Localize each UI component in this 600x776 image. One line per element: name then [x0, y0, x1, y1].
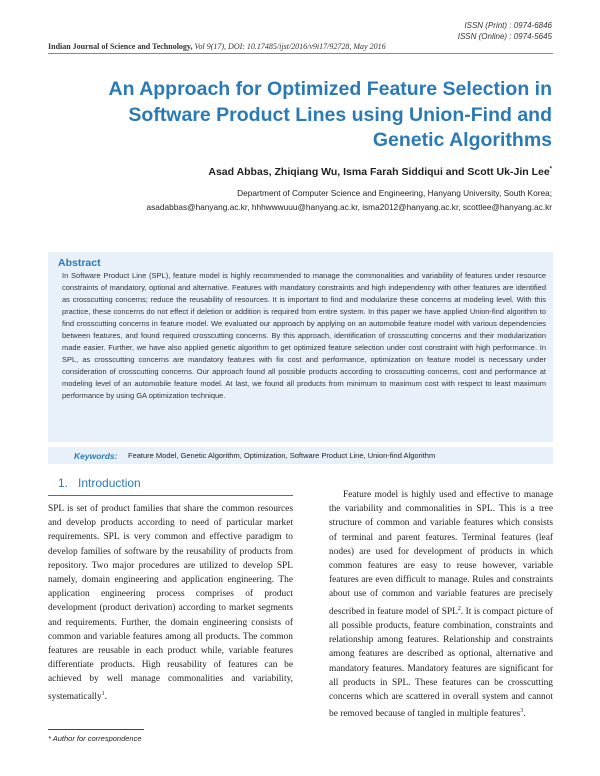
keywords-text: Feature Model, Genetic Algorithm, Optimization, Software Product Line, Union-find Algorithm — [128, 451, 436, 460]
abstract-text: In Software Product Line (SPL), feature model is highly recommended to manage the commonalities and variability of features under resource constraints of mandatory, optional and alternative. Features with mandatory constraints and high independency with other features are identified as crosscutting concerns; reduce the reusability of resources. It is important to find and modularize these concerns at modeling level. With this practice, these concerns do not effect if deletion or addition is required from entire system. In this paper we have applied Union-find algorithm to find crosscutting concerns in feature model. We evaluated our approach by applying on an automobile feature model with various dependencies between features, and found required crosscutting concerns. By this approach, identification of crosscutting concerns and their modularization made easier. Further, we have also applied genetic algorithm to get optimized feature selection under cost constraint with high performance. In SPL, as crosscutting concerns are mandatory features with fix cost and performance, optimization on feature model is necessary under consideration of crosscutting concerns. Our approach found all possible products according to crosscutting concerns, cost and performance at modeling level of an automobile feature model. At last, we found all products from minimum to maximum cost with respect to least maximum performance by using GA optimization technique. — [62, 271, 546, 400]
section-heading — [58, 476, 151, 490]
citation-ref: 3 — [520, 708, 524, 715]
issn-online: ISSN (Online) : 0974-5645 — [457, 32, 552, 41]
intro-paragraph-2: Feature model is highly used and effective to manage the variability and commonalities in SPL. This is a tree structure of common and variable features which consists of terminal and parent features. Terminal features (leaf nodes) are used for development of products in which common features are easy to reuse however, variable features are even difficult to manage. Rules and constraints about use of common and variable features are precisely described in feature model of SPL$^2$. It is compact picture of all possible products, feature combination, constraints and relationship among features. Relationship and constraints among features are described as optional, alternative and mandatory features. Mandatory features are significant for all products in SPL. These features can be crosscutting concerns which are scattered in overall system and cannot be removed because of tangled in multiple features$^3$. — [329, 490, 553, 720]
keywords-label: Keywords: — [74, 451, 118, 461]
abstract-heading: Abstract — [58, 257, 101, 269]
journal-citation — [48, 42, 553, 51]
paper-title: An Approach for Optimized Feature Selection in Software Product Lines using Union-Find and Genetic Algorithms — [108, 78, 552, 151]
body-column-right — [329, 488, 553, 722]
affiliation — [47, 186, 552, 214]
footnote: * Author for correspondence — [48, 734, 142, 743]
intro-paragraph-1: SPL is set of product families that share the common resources and develop products according to need of particular market requirements. SPL is very common and effective paradigm to develop families of software by the reusability of products from repository. Two major procedures are utilized to develop SPL namely, domain engineering and application engineering. The application engineering process comprises of product development (product derivation) according to market segments and requirements. Further, the domain engineering consists of common and variable features among all products. The common features are reusable in each product while, variable features differentiate products. High reusability of features can be achieved by well manage commonalities and variability, systematically$^1$. — [48, 504, 293, 702]
issn-print: ISSN (Print) : 0974-6846 — [464, 21, 552, 30]
header-divider — [48, 53, 553, 54]
journal-name: Indian Journal of Science and Technology, — [48, 42, 193, 51]
footnote-divider — [48, 729, 144, 730]
issn-block — [458, 20, 552, 42]
citation-ref: 2 — [457, 605, 461, 612]
department: Department of Computer Science and Engineering, Hanyang University, South Korea; — [237, 188, 552, 198]
author-list — [208, 166, 552, 178]
section-title: Introduction — [78, 476, 141, 490]
section-number: 1. — [58, 476, 69, 490]
journal-details: Vol 9(17), DOI: 10.17485/ijst/2016/v9i17/92728, May 2016 — [192, 42, 386, 51]
author-names: Asad Abbas, Zhiqiang Wu, Isma Farah Siddiqui and Scott Uk-Jin Lee — [208, 166, 550, 178]
section-divider — [48, 495, 293, 496]
corresponding-mark: * — [549, 166, 552, 173]
author-emails: asadabbas@hanyang.ac.kr, hhhwwwuuu@hanyang.ac.kr, isma2012@hanyang.ac.kr, scottlee@hanyang.ac.kr — [146, 202, 552, 212]
body-column-left — [48, 502, 293, 704]
citation-ref: 1 — [101, 690, 105, 697]
